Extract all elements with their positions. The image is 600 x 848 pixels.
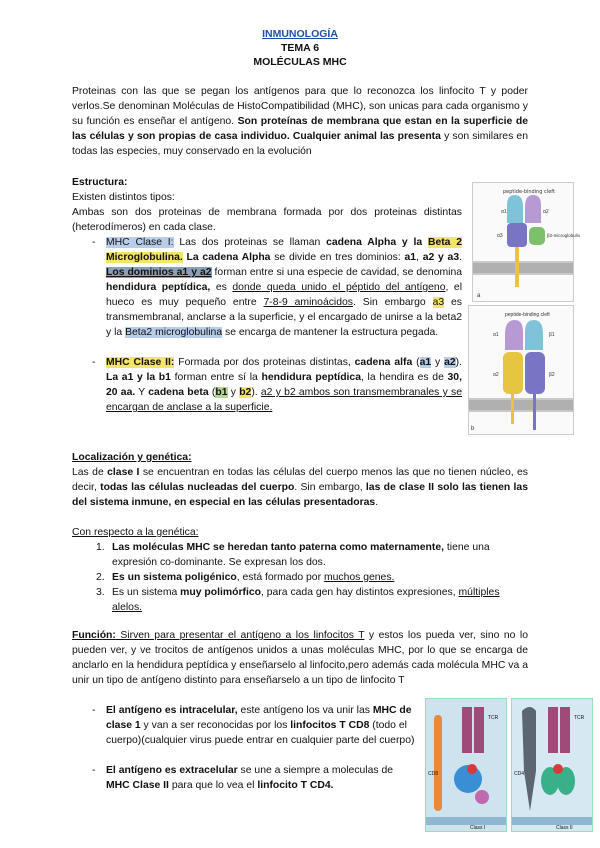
localizacion-paragraph: Las de clase I se encuentran en todas las células del cuerpo menos las que no tienen núcleo, es decir, todas las células nucleadas del cuerpo. Sin embargo, las de clase II solo las tienen las del sistema inmune, en especial en las células presentadoras. (72, 467, 528, 508)
localizacion-heading: Localización y genética: (72, 452, 192, 463)
mhc-class-1-diagram (473, 183, 581, 301)
fig1-cleft-label: peptide-binding cleft (503, 189, 555, 195)
mhc-class-list (92, 235, 462, 415)
cd8-class-1-diagram (426, 699, 506, 831)
mhc-class-2-diagram (469, 306, 573, 434)
genetica-list (90, 540, 528, 615)
svg-text:TCR: TCR (488, 715, 499, 721)
svg-text:α2: α2 (493, 372, 499, 378)
svg-text:α3: α3 (497, 233, 503, 239)
svg-text:Class II: Class II (556, 825, 573, 831)
subject-title: INMUNOLOGÍA (262, 28, 338, 40)
mhc-class-2-item: - MHC Clase II: Formada por dos proteinas distintas, cadena alfa (a1 y a2). La a1 y la b1 forman entre sí la hendidura peptídica, la hendira es de 30, 20 aa. Y cadena beta (b1 y b2). a2 y b2 ambos son transmembranales y se encargan de anclase a la superficie. (92, 355, 462, 415)
svg-text:α2: α2 (543, 209, 549, 215)
svg-text:β2-microglobulin: β2-microglobulin (547, 233, 581, 238)
svg-text:CD4: CD4 (514, 771, 525, 777)
intro-paragraph: Proteinas con las que se pegan los antígenos para que lo reconozca los linfocito T y poder verlos.Se denominan Moléculas de HistoCompatibilidad (MHC), son unicas para cada organismo y su función es enseñar el antígeno. Son proteínas de membrana que estan en la superficie de las células y son propias de casa individuo. Cualquier animal las presenta y son similares en todas las especies, muy conservado en la evolución (72, 86, 528, 157)
estructura-intro: Existen distintos tipos: Ambas son dos proteinas de membrana formada por dos proteinas distintas (heterodímeros) en cada clase. (72, 192, 462, 233)
svg-text:α1: α1 (501, 209, 507, 215)
cd4-class-2-figure (511, 698, 593, 832)
genetica-item-1: 1. Las moléculas MHC se heredan tanto paterna como maternamente, tiene una expresión co-dominante. Se expresan los dos. (96, 542, 490, 568)
estructura-heading: Estructura: (72, 177, 128, 188)
cd4-class-2-diagram (512, 699, 592, 831)
genetica-heading: Con respecto a la genética: (72, 527, 199, 538)
svg-text:α1: α1 (493, 332, 499, 338)
funcion-paragraph: Función: Sirven para presentar el antígeno a los linfocitos T y estos los pueda ver, sino no lo pueden ver, y ve trocitos de antígenos unidos a unas moléculas MHC, por lo que se encarga de anclarlo en la hendidura peptídica y enseñarselo al linfocito,pero además cada molécula MHC va a unir un tipo de antígeno distinto para enseñarselo a un tipo de linfocito T (72, 630, 528, 686)
svg-text:β2: β2 (549, 372, 555, 378)
fig2-cleft-label: peptide-binding cleft (505, 312, 550, 318)
antigeno-extracelular-item: - El antígeno es extracelular se une a siempre a moleculas de MHC Clase II para que lo vea el linfocito T CD4. (92, 763, 416, 793)
antigeno-list (92, 703, 416, 793)
antigeno-intracelular-item: - El antígeno es intracelular, este antígeno los va unir las MHC de clase 1 y van a ser reconocidas por los linfocitos T CD8 (todo el cuerpo)(cualquier virus puede entrar en cualquier parte del cuerpo) (92, 703, 416, 748)
cd8-class-1-figure (425, 698, 507, 832)
genetica-item-3: 3. Es un sistema muy polimórfico, para cada gen hay distintos expresiones, múltiples alelos. (96, 587, 500, 613)
genetica-item-2: 2. Es un sistema poligénico, está formado por muchos genes. (96, 572, 395, 583)
svg-text:Class I: Class I (470, 825, 486, 831)
mhc-class-1-figure (472, 182, 581, 302)
svg-text:a: a (477, 293, 481, 299)
svg-text:TCR: TCR (574, 715, 585, 721)
svg-text:b: b (471, 426, 475, 432)
svg-text:β1: β1 (549, 332, 555, 338)
mhc-class-2-figure (468, 305, 574, 435)
tema-number: TEMA 6 (280, 42, 320, 54)
svg-text:CD8: CD8 (428, 771, 439, 777)
mhc-class-1-item: - MHC Clase I: Las dos proteinas se llaman cadena Alpha y la Beta 2 Microglobulina. La cadena Alpha se divide en tres dominios: a1, a2 y a3. Los dominios a1 y a2 forman entre si una especie de cavidad, se denomina hendidura peptídica, es donde queda unido el péptido del antígeno, el hueco es muy pequeño entre 7-8-9 aminoácidos. Sin embargo a3 es transmembranal, anclarse a la superficie, y el encargado de unirse a la beta2 y la Beta2 microglobulina se encarga de mantener la estructura pegada. (92, 235, 462, 340)
page-title: MOLÉCULAS MHC (253, 56, 347, 68)
